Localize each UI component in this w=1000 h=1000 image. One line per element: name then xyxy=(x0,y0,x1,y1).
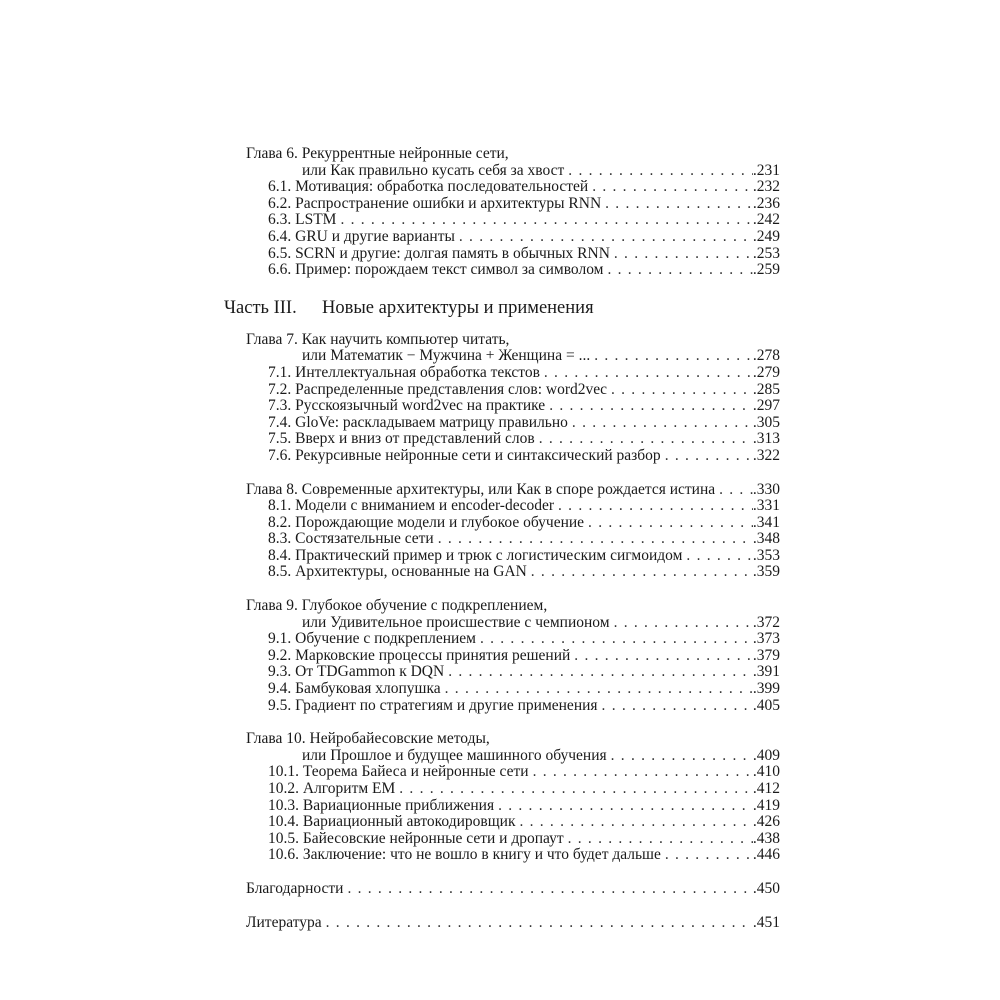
section-page: .253 xyxy=(752,244,780,262)
leader-dots xyxy=(531,564,753,581)
leader-dots xyxy=(665,847,753,864)
toc-entry-10-1[interactable] xyxy=(224,764,780,781)
acknowledgements-page: .450 xyxy=(752,879,780,897)
toc-entry-6-4[interactable] xyxy=(224,229,780,246)
section-page: .405 xyxy=(752,696,780,714)
toc-entry-10-4[interactable] xyxy=(224,814,780,831)
section-label: 8.5. Архитектуры, основанные на GAN xyxy=(268,563,527,581)
chapter-7-subtitle: или Математик − Мужчина + Женщина = ... xyxy=(302,347,591,365)
acknowledgements-label: Благодарности xyxy=(246,879,344,897)
leader-dots xyxy=(607,262,752,279)
leader-dots xyxy=(448,664,753,681)
toc-entry-9-3[interactable] xyxy=(224,664,780,681)
leader-dots xyxy=(594,348,753,365)
section-label: 10.6. Заключение: что не вошло в книгу и что будет дальше xyxy=(268,846,661,864)
section-label: 6.4. GRU и другие варианты xyxy=(268,227,455,245)
section-page: .353 xyxy=(752,546,780,564)
part-3-heading[interactable] xyxy=(224,296,780,320)
toc-entry-10-6[interactable] xyxy=(224,847,780,864)
toc-entry-bibliography[interactable] xyxy=(224,915,780,932)
section-page: .446 xyxy=(752,846,780,864)
chapter-8 xyxy=(224,482,780,582)
bibliography-label: Литература xyxy=(246,913,322,931)
chapter-8-title: Глава 8. Современные архитектуры, или Как в споре рождается истина xyxy=(246,480,716,498)
section-page: .279 xyxy=(752,363,780,381)
section-page: .305 xyxy=(752,413,780,431)
section-label: 6.6. Пример: порождаем текст символ за символом xyxy=(268,261,604,279)
leader-dots xyxy=(611,382,753,399)
leader-dots xyxy=(347,881,752,898)
section-label: 6.3. LSTM xyxy=(268,211,337,229)
section-label: 7.1. Интеллектуальная обработка текстов xyxy=(268,363,540,381)
leader-dots xyxy=(614,246,753,263)
toc-entry-7-1[interactable] xyxy=(224,365,780,382)
leader-dots xyxy=(572,415,753,432)
leader-dots xyxy=(611,748,753,765)
leader-dots xyxy=(340,212,752,229)
toc-entry-6-3[interactable] xyxy=(224,212,780,229)
section-label: 10.2. Алгоритм EM xyxy=(268,780,396,797)
chapter-6-page: .231 xyxy=(752,161,780,179)
section-label: 8.2. Порождающие модели и глубокое обучение xyxy=(268,513,585,531)
chapter-9-subtitle-entry[interactable] xyxy=(224,615,780,632)
part-3-label: Часть III. xyxy=(224,297,297,318)
leader-dots xyxy=(574,648,753,665)
section-label: 7.2. Распределенные представления слов: word2vec xyxy=(268,380,607,398)
chapter-9-page: .372 xyxy=(752,613,780,631)
section-page: .348 xyxy=(752,530,780,548)
chapter-7-subtitle-entry[interactable] xyxy=(224,348,780,365)
leader-dots xyxy=(399,781,753,798)
toc-entry-7-3[interactable] xyxy=(224,398,780,415)
leader-dots xyxy=(326,915,753,932)
toc-entry-8-3[interactable] xyxy=(224,531,780,548)
section-page: .341 xyxy=(752,513,780,531)
toc-entry-10-5[interactable] xyxy=(224,831,780,848)
chapter-7-title: Глава 7. Как научить компьютер читать, xyxy=(246,330,510,348)
table-of-contents xyxy=(224,146,780,931)
chapter-10-subtitle-entry[interactable] xyxy=(224,748,780,765)
chapter-10-page: .409 xyxy=(752,746,780,764)
section-page: .259 xyxy=(752,261,780,279)
leader-dots xyxy=(614,615,753,632)
bibliography-page: .451 xyxy=(752,913,780,931)
leader-dots xyxy=(558,498,753,515)
chapter-10-title: Глава 10. Нейробайесовские методы, xyxy=(246,730,490,748)
section-label: 10.3. Вариационные приближения xyxy=(268,796,495,814)
section-label: 7.5. Вверх и вниз от представлений слов xyxy=(268,430,535,448)
toc-entry-7-5[interactable] xyxy=(224,431,780,448)
section-page: .399 xyxy=(752,680,780,698)
leader-dots xyxy=(568,163,753,180)
chapter-9 xyxy=(224,598,780,714)
toc-entry-8-2[interactable] xyxy=(224,515,780,532)
chapter-6-subtitle-entry[interactable] xyxy=(224,163,780,180)
section-label: 6.2. Распространение ошибки и архитектуры RNN xyxy=(268,194,602,212)
section-page: .373 xyxy=(752,630,780,648)
toc-entry-8-5[interactable] xyxy=(224,564,780,581)
leader-dots xyxy=(719,482,753,499)
section-label: 8.3. Состязательные сети xyxy=(268,530,434,548)
section-page: .242 xyxy=(752,211,780,229)
leader-dots xyxy=(665,448,753,465)
leader-dots xyxy=(549,398,753,415)
section-page: .232 xyxy=(752,178,780,196)
section-page: .331 xyxy=(752,497,780,515)
section-page: .297 xyxy=(752,397,780,415)
section-label: 9.5. Градиент по стратегиям и другие применения xyxy=(268,696,598,714)
toc-entry-6-5[interactable] xyxy=(224,246,780,263)
toc-entry-10-3[interactable] xyxy=(224,798,780,815)
section-label: 9.2. Марковские процессы принятия решений xyxy=(268,646,571,664)
leader-dots xyxy=(544,365,753,382)
section-page: .313 xyxy=(752,430,780,448)
section-label: 7.6. Рекурсивные нейронные сети и синтаксический разбор xyxy=(268,446,661,464)
section-page: .419 xyxy=(752,796,780,814)
leader-dots xyxy=(445,681,753,698)
section-label: 10.5. Байесовские нейронные сети и дропаут xyxy=(268,829,564,847)
leader-dots xyxy=(438,531,753,548)
leader-dots xyxy=(568,831,753,848)
leader-dots xyxy=(480,631,753,648)
leader-dots xyxy=(602,698,753,715)
toc-entry-9-2[interactable] xyxy=(224,648,780,665)
toc-entry-8-4[interactable] xyxy=(224,548,780,565)
section-label: 10.4. Вариационный автокодировщик xyxy=(268,813,516,831)
chapter-8-page: .330 xyxy=(752,480,780,498)
section-label: 10.1. Теорема Байеса и нейронные сети xyxy=(268,763,529,781)
section-label: 9.3. От TDGammon к DQN xyxy=(268,663,445,681)
section-label: 8.4. Практический пример и трюк с логистическим сигмоидом xyxy=(268,546,683,564)
chapter-8-entry[interactable] xyxy=(224,482,780,499)
leader-dots xyxy=(588,515,753,532)
toc-entry-7-4[interactable] xyxy=(224,415,780,432)
toc-entry-10-2[interactable] xyxy=(224,781,780,798)
section-label: 8.1. Модели с вниманием и encoder-decoder xyxy=(268,497,555,515)
chapter-10-subtitle: или Прошлое и будущее машинного обучения xyxy=(302,746,607,764)
toc-entry-6-6[interactable] xyxy=(224,262,780,279)
chapter-9-title: Глава 9. Глубокое обучение с подкреплением, xyxy=(246,597,548,615)
section-page: .249 xyxy=(752,227,780,245)
section-label: 9.4. Бамбуковая хлопушка xyxy=(268,680,441,698)
chapter-6 xyxy=(224,146,780,279)
toc-entry-9-5[interactable] xyxy=(224,698,780,715)
toc-entry-8-1[interactable] xyxy=(224,498,780,515)
section-page: .438 xyxy=(752,829,780,847)
toc-entry-7-6[interactable] xyxy=(224,448,780,465)
chapter-6-title: Глава 6. Рекуррентные нейронные сети, xyxy=(246,145,509,162)
toc-entry-9-4[interactable] xyxy=(224,681,780,698)
chapter-7 xyxy=(224,332,780,465)
toc-entry-9-1[interactable] xyxy=(224,631,780,648)
section-label: 7.4. GloVe: раскладываем матрицу правильно xyxy=(268,413,568,431)
toc-entry-7-2[interactable] xyxy=(224,382,780,399)
section-page: .285 xyxy=(752,380,780,398)
section-page: .391 xyxy=(752,663,780,681)
chapter-6-subtitle: или Как правильно кусать себя за хвост xyxy=(302,161,565,179)
toc-entry-6-1[interactable] xyxy=(224,179,780,196)
leader-dots xyxy=(459,229,753,246)
chapter-9-subtitle: или Удивительное происшествие с чемпионом xyxy=(302,613,610,631)
section-page: .236 xyxy=(752,194,780,212)
section-page: .322 xyxy=(752,446,780,464)
toc-entry-acknowledgements[interactable] xyxy=(224,881,780,898)
section-page: .359 xyxy=(752,563,780,581)
leader-dots xyxy=(498,798,753,815)
section-page: .426 xyxy=(752,813,780,831)
section-label: 6.1. Мотивация: обработка последовательностей xyxy=(268,178,589,196)
section-page: .379 xyxy=(752,646,780,664)
section-page: .412 xyxy=(752,780,780,797)
leader-dots xyxy=(539,431,753,448)
toc-entry-6-2[interactable] xyxy=(224,196,780,213)
section-label: 9.1. Обучение с подкреплением xyxy=(268,630,476,648)
section-label: 7.3. Русскоязычный word2vec на практике xyxy=(268,397,546,415)
leader-dots xyxy=(519,814,752,831)
leader-dots xyxy=(605,196,753,213)
chapter-7-page: .278 xyxy=(752,347,780,365)
section-page: .410 xyxy=(752,763,780,781)
section-label: 6.5. SCRN и другие: долгая память в обычных RNN xyxy=(268,244,610,262)
leader-dots xyxy=(533,764,753,781)
chapter-10 xyxy=(224,731,780,864)
leader-dots xyxy=(686,548,752,565)
leader-dots xyxy=(592,179,753,196)
part-3-title: Новые архитектуры и применения xyxy=(322,297,594,318)
